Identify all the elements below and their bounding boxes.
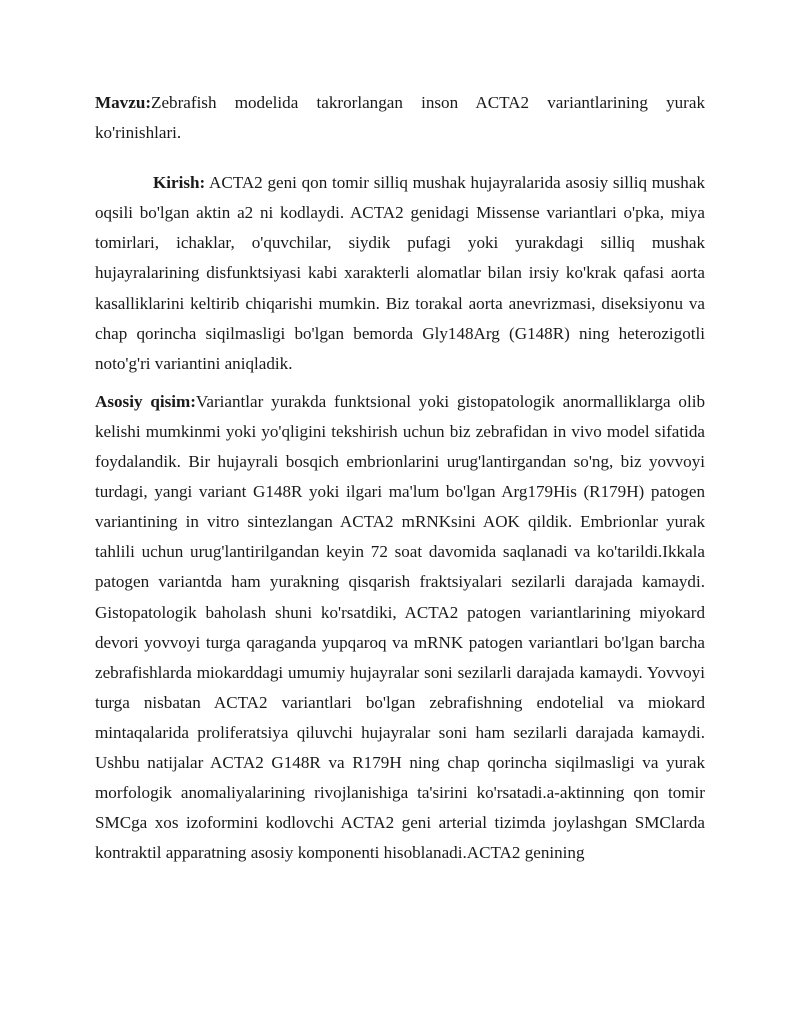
intro-paragraph <box>95 168 705 379</box>
main-text: Variantlar yurakda funktsional yoki gistopatologik anormalliklarga olib kelishi mumkinmi yoki yo'qligini tekshirish uchun biz zebrafidan in vivo model sifatida foydalandik. Bir hujayrali bosqich embrionlarini urug'lantirgandan so'ng, biz yovvoyi turdagi, yangi variant G148R yoki ilgari ma'lum bo'lgan Arg179His (R179H) patogen variantining in vitro sintezlangan ACTA2 mRNKsini AOK qildik. Embrionlar yurak tahlili uchun urug'lantirilgandan keyin 72 soat davomida saqlanadi va ko'tarildi.Ikkala patogen variantda ham yurakning qisqarish fraktsiyalari sezilarli darajada kamaydi. Gistopatologik baholash shuni ko'rsatdiki, ACTA2 patogen variantlarining miyokard devori yovvoyi turga qaraganda yupqaroq va mRNK patogen variantlari bo'lgan barcha zebrafishlarda miokarddagi umumiy hujayralar soni sezilarli darajada kamaydi. Yovvoyi turga nisbatan ACTA2 variantlari bo'lgan zebrafishning endotelial va miokard mintaqalarida proliferatsiya qiluvchi hujayralar soni ham sezilarli darajada kamaydi. Ushbu natijalar ACTA2 G148R va R179H ning chap qorincha siqilmasligi va yurak morfologik anomaliyalarining rivojlanishiga ta'sirini ko'rsatadi.a-aktinning qon tomir SMCga xos izoformini kodlovchi ACTA2 geni arterial tizimda joylashgan SMClarda kontraktil apparatning asosiy komponenti hisoblanadi.ACTA2 genining <box>95 391 705 863</box>
intro-label: Kirish: <box>153 173 206 193</box>
topic-paragraph <box>95 88 705 148</box>
topic-text: Zebrafish modelida takrorlangan inson ACTA2 variantlarining yurak ko'rinishlari. <box>95 93 705 143</box>
main-label: Asosiy qisim: <box>95 391 196 411</box>
main-paragraph <box>95 387 705 869</box>
document-page <box>95 88 705 868</box>
topic-label: Mavzu: <box>95 93 152 112</box>
intro-text: ACTA2 geni qon tomir silliq mushak hujayralarida asosiy silliq mushak oqsili bo'lgan aktin a2 ni kodlaydi. ACTA2 genidagi Missense variantlari o'pka, miya tomirlari, ichaklar, o'quvchilar, siydik pufagi yoki yurakdagi silliq mushak hujayralarining disfunktsiyasi kabi xarakterli alomatlar bilan irsiy ko'krak qafasi aorta kasalliklarini keltirib chiqarishi mumkin. Biz torakal aorta anevrizmasi, diseksiyonu va chap qorincha siqilmasligi bo'lgan bemorda Gly148Arg (G148R) ning heterozigotli noto'g'ri variantini aniqladik. <box>95 173 705 373</box>
